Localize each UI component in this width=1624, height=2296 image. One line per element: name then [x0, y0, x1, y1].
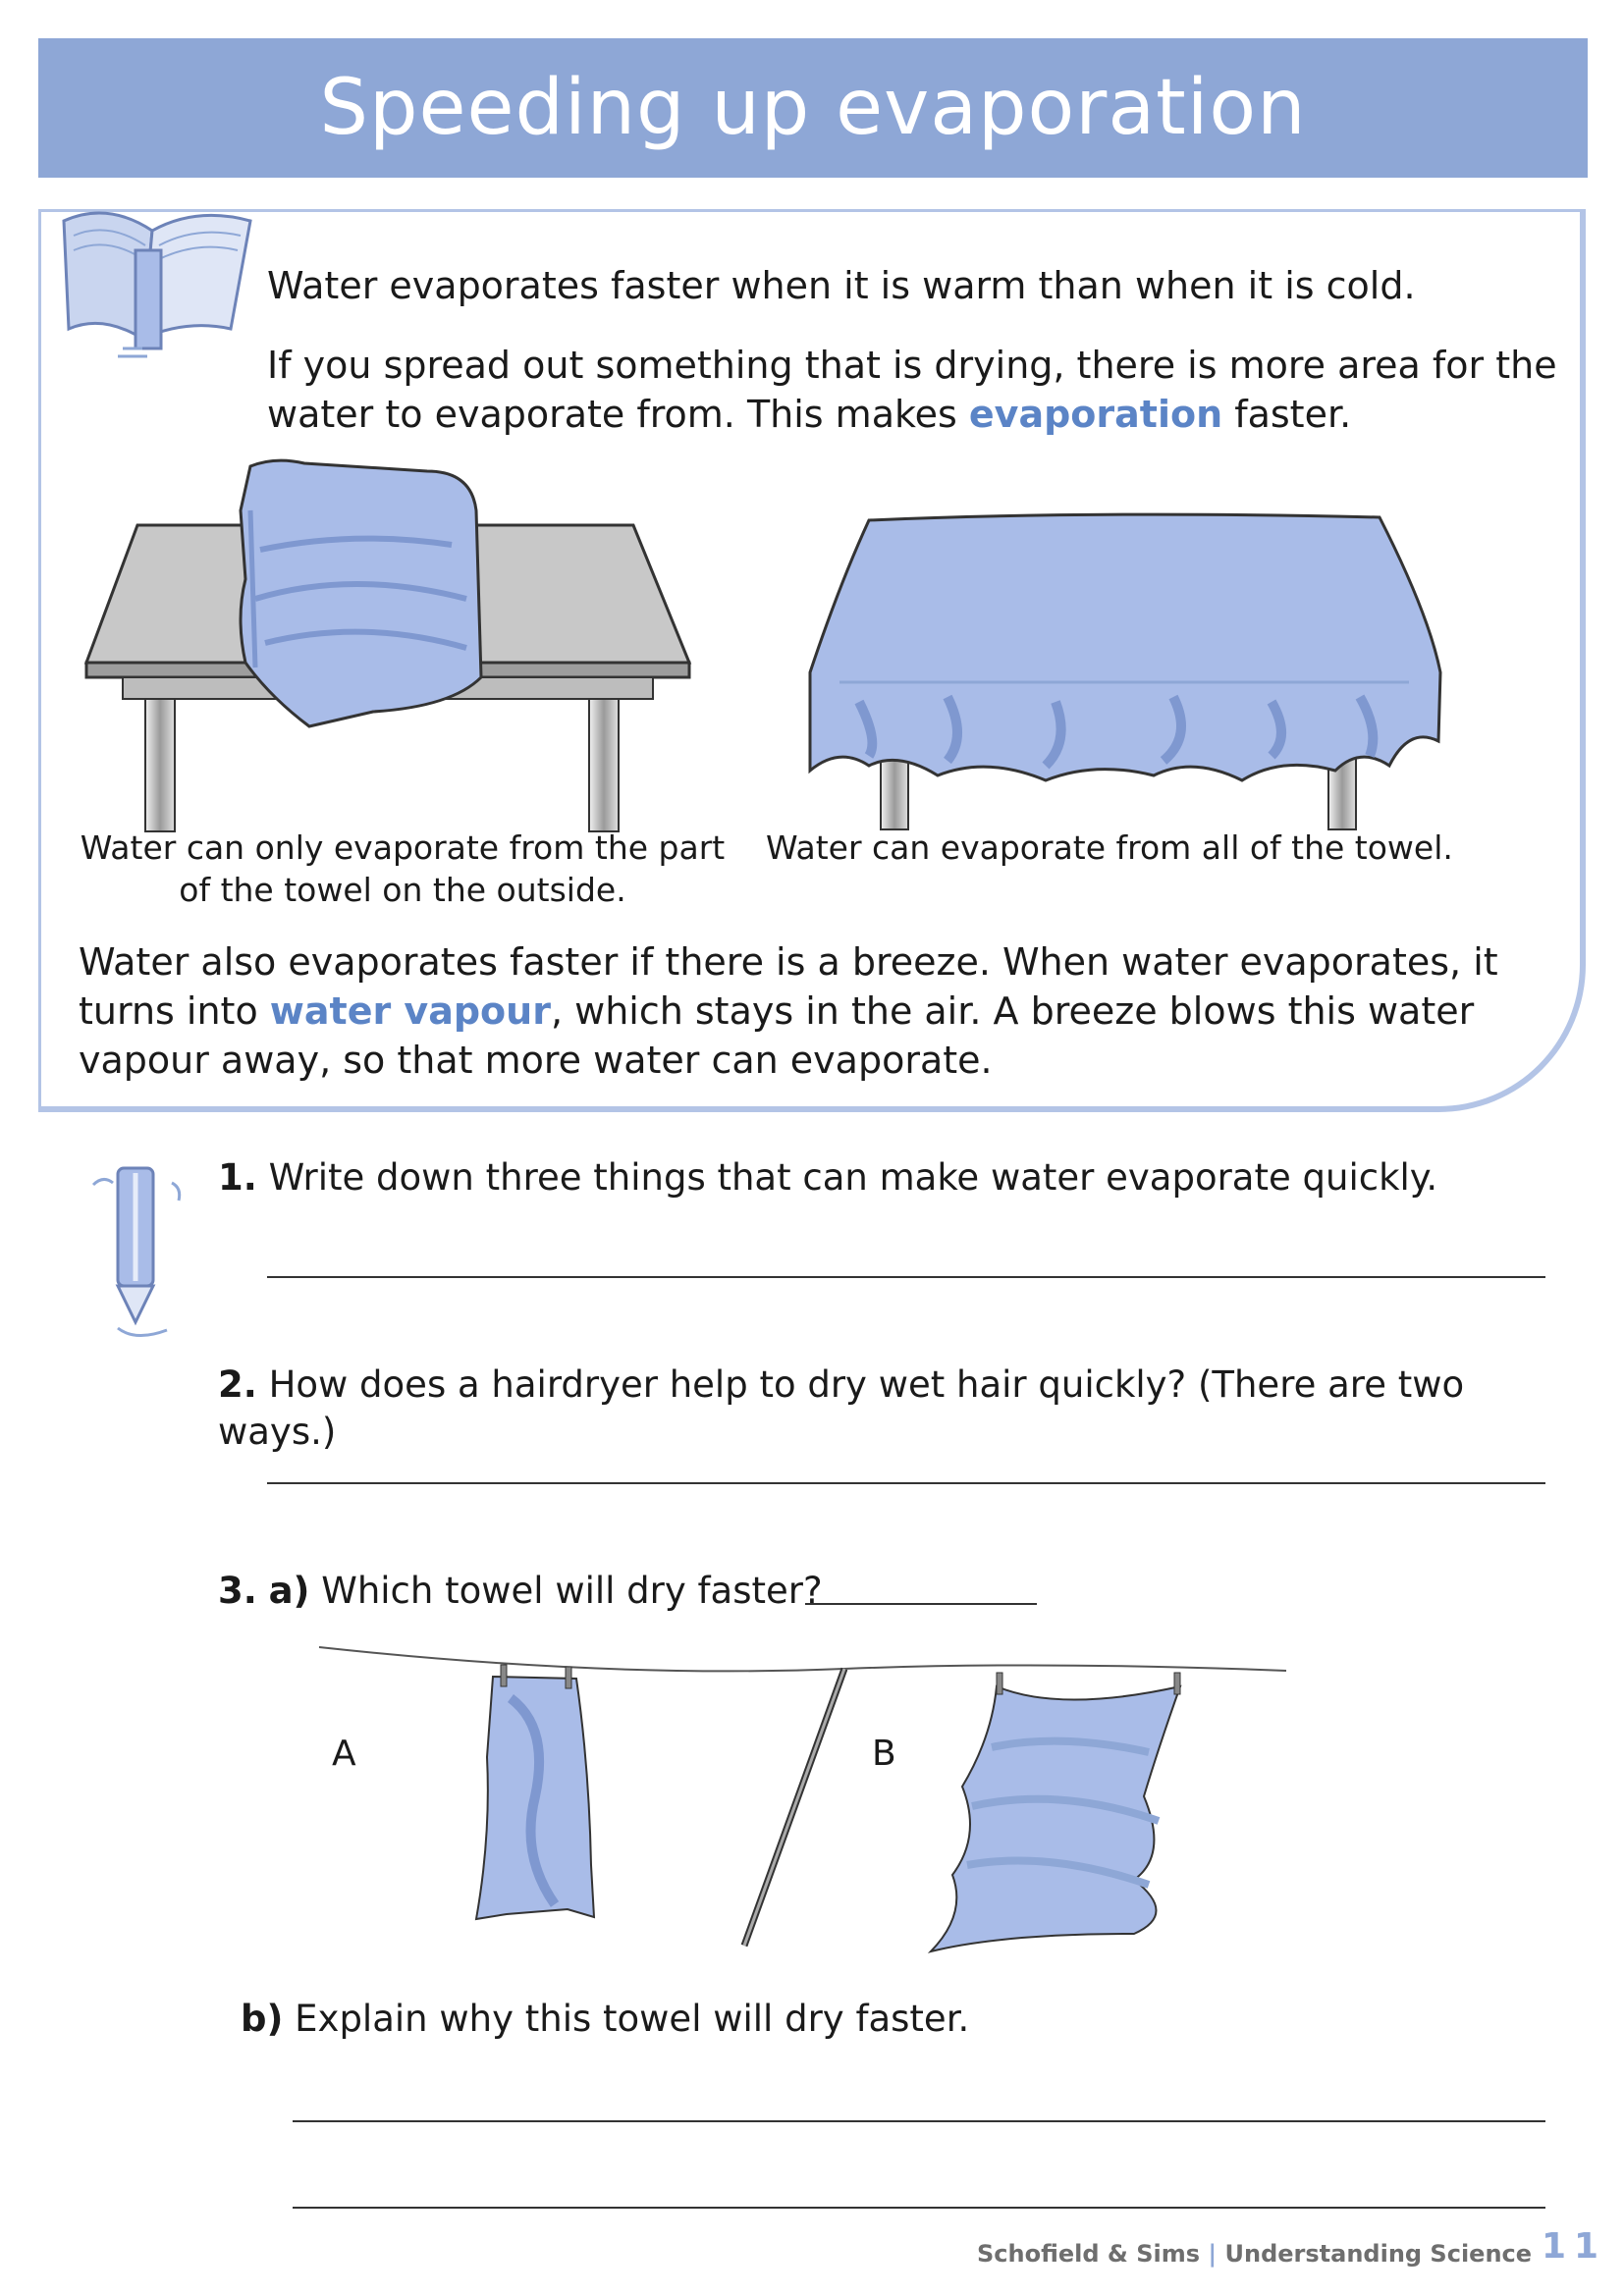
- question-3b-label: b): [241, 1998, 284, 2040]
- answer-line-q2[interactable]: [267, 1482, 1545, 1484]
- question-3a-text: Which towel will dry faster?: [321, 1570, 823, 1612]
- info-paragraph-2-text-b: faster.: [1222, 393, 1352, 436]
- answer-line-q3b-1[interactable]: [293, 2120, 1545, 2122]
- title-bar: [38, 38, 1588, 178]
- answer-line-q1[interactable]: [267, 1276, 1545, 1278]
- footer-series: Understanding Science: [1224, 2240, 1533, 2268]
- caption-right: Water can evaporate from all of the towel.: [766, 828, 1453, 867]
- washing-line-illustration: [314, 1639, 1296, 1953]
- towel-b-label: B: [872, 1734, 896, 1774]
- question-1-number: 1.: [218, 1156, 257, 1199]
- spread-towel-table-illustration: [800, 506, 1448, 834]
- footer-publisher: Schofield & Sims: [977, 2240, 1201, 2268]
- question-3b: [241, 1996, 1419, 2043]
- info-paragraph-2: [267, 341, 1563, 439]
- folded-towel-table-illustration: [79, 452, 697, 834]
- question-3b-text: Explain why this towel will dry faster.: [295, 1998, 970, 2040]
- caption-left-line-2: of the towel on the outside.: [179, 871, 626, 909]
- answer-line-q3a[interactable]: [805, 1603, 1037, 1605]
- question-3-number: 3.: [218, 1570, 257, 1612]
- footer-separator: |: [1208, 2240, 1218, 2268]
- pencil-icon: [88, 1163, 196, 1340]
- info-paragraph-3-text-a: Water also evaporates faster if there is a breeze. When water evaporates, it turns into: [79, 940, 1498, 1033]
- open-book-icon: [49, 191, 265, 368]
- question-2-number: 2.: [218, 1363, 257, 1406]
- caption-left: [79, 827, 727, 911]
- info-paragraph-3: [79, 937, 1512, 1085]
- page-title: Speeding up evaporation: [319, 64, 1307, 152]
- question-1-text: Write down three things that can make water evaporate quickly.: [268, 1156, 1438, 1199]
- footer-text: [977, 2240, 1532, 2268]
- info-paragraph-1: Water evaporates faster when it is warm than when it is cold.: [267, 264, 1416, 307]
- answer-line-q3b-2[interactable]: [293, 2207, 1545, 2209]
- caption-left-line-1: Water can only evaporate from the part: [80, 828, 726, 867]
- info-paragraph-2-text-a: If you spread out something that is drying, there is more area for the water to evaporate from. This makes: [267, 344, 1557, 436]
- question-3a-label: a): [268, 1570, 310, 1612]
- page-number: 11: [1542, 2226, 1607, 2267]
- keyword-evaporation: evaporation: [968, 393, 1223, 436]
- keyword-water-vapour: water vapour: [269, 989, 551, 1033]
- question-3a: [218, 1568, 1102, 1615]
- question-2: [218, 1362, 1573, 1456]
- info-paragraph-3-text-b: , which stays in the air. A breeze blows this water vapour away, so that more water can evaporate.: [79, 989, 1475, 1082]
- towel-a-label: A: [332, 1734, 356, 1774]
- question-1: [218, 1154, 1543, 1201]
- question-2-text: How does a hairdryer help to dry wet hair quickly? (There are two ways.): [218, 1363, 1465, 1453]
